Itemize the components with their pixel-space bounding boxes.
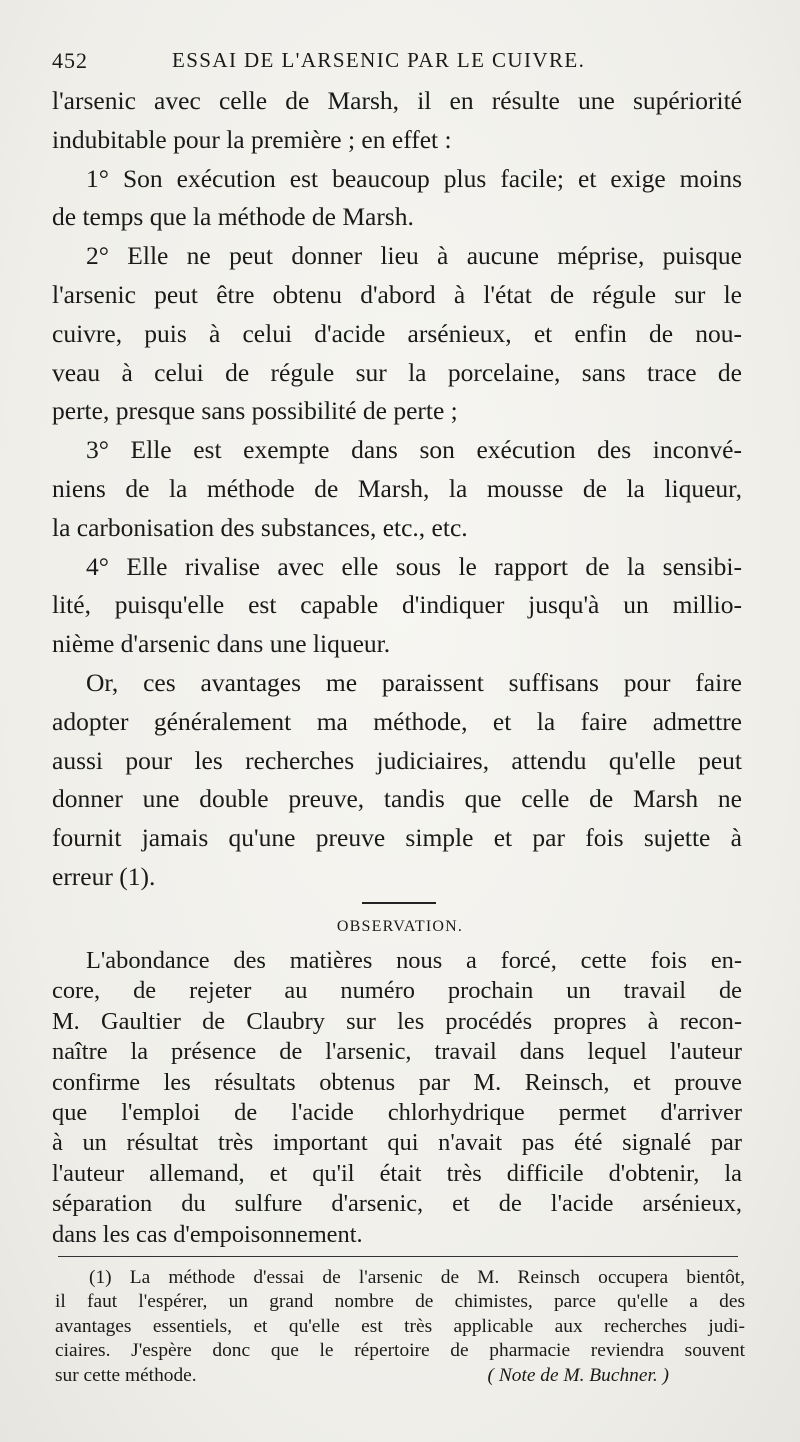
- section-divider: [362, 902, 436, 904]
- page-number: 452: [52, 48, 88, 73]
- text-line: perte, presque sans possibilité de perte ;: [52, 396, 458, 426]
- text-line: niens de la méthode de Marsh, la mousse de la liqueur,: [52, 473, 742, 503]
- text-line: confirme les résultats obtenus par M. Reinsch, et prouve: [52, 1068, 742, 1096]
- text-line: 4° Elle rivalise avec elle sous le rapport de la sensibi-: [86, 551, 742, 581]
- text-line: adopter généralement ma méthode, et la faire admettre: [52, 706, 742, 736]
- running-title: ESSAI DE L'ARSENIC PAR LE CUIVRE.: [172, 48, 586, 72]
- text-line: veau à celui de régule sur la porcelaine, sans trace de: [52, 357, 742, 387]
- text-line: la carbonisation des substances, etc., etc.: [52, 512, 468, 542]
- text-line: 2° Elle ne peut donner lieu à aucune méprise, puisque: [86, 241, 742, 271]
- text-line: donner une double preuve, tandis que celle de Marsh ne: [52, 784, 742, 814]
- text-line: que l'emploi de l'acide chlorhydrique permet d'arriver: [52, 1098, 742, 1126]
- text-line: l'auteur allemand, et qu'il était très difficile d'obtenir, la: [52, 1159, 742, 1187]
- text-line: aussi pour les recherches judiciaires, attendu qu'elle peut: [52, 745, 742, 775]
- text-line: l'arsenic peut être obtenu d'abord à l'état de régule sur le: [52, 279, 742, 309]
- text-line: 3° Elle est exempte dans son exécution des inconvé-: [86, 435, 742, 465]
- text-line: 1° Son exécution est beaucoup plus facile; et exige moins: [86, 163, 742, 193]
- text-line: M. Gaultier de Claubry sur les procédés propres à recon-: [52, 1007, 742, 1035]
- text-line: à un résultat très important qui n'avait pas été signalé par: [52, 1129, 742, 1157]
- observation-heading: [0, 918, 800, 936]
- footnote-line: avantages essentiels, et qu'elle est très applicable aux recherches judi-: [55, 1315, 745, 1337]
- text-line: L'abondance des matières nous a forcé, cette fois en-: [86, 947, 742, 974]
- footnote: [55, 1266, 745, 1388]
- text-line: de temps que la méthode de Marsh.: [52, 202, 414, 232]
- text-line: naître la présence de l'arsenic, travail dans lequel l'auteur: [52, 1038, 742, 1066]
- footnote-divider: [58, 1256, 738, 1257]
- observation-text: [52, 946, 742, 1250]
- footnote-line: (1) La méthode d'essai de l'arsenic de M. Reinsch occupera bientôt,: [89, 1267, 745, 1288]
- footnote-line: ciaires. J'espère donc que le répertoire de pharmacie reviendra souvent: [55, 1340, 745, 1362]
- text-line: indubitable pour la première ; en effet :: [52, 124, 452, 154]
- text-line: Or, ces avantages me paraissent suffisans pour faire: [86, 667, 742, 697]
- footnote-line: il faut l'espérer, un grand nombre de chimistes, parce qu'elle a des: [55, 1291, 745, 1313]
- text-line: nième d'arsenic dans une liqueur.: [52, 629, 391, 659]
- text-line: lité, puisqu'elle est capable d'indiquer jusqu'à un millio-: [52, 590, 742, 620]
- observation-heading-text: OBSERVATION.: [336, 918, 464, 935]
- text-line: cuivre, puis à celui d'acide arsénieux, et enfin de nou-: [52, 318, 742, 348]
- footnote-line: sur cette méthode.: [55, 1364, 197, 1386]
- text-line: dans les cas d'empoisonnement.: [52, 1220, 363, 1248]
- text-line: fournit jamais qu'une preuve simple et par fois sujette à: [52, 823, 742, 853]
- page-header: [52, 40, 752, 80]
- text-line: erreur (1).: [52, 861, 156, 891]
- text-line: l'arsenic avec celle de Marsh, il en résulte une supériorité: [52, 86, 742, 115]
- footnote-credit: [488, 1364, 669, 1388]
- text-line: séparation du sulfure d'arsenic, et de l'acide arsénieux,: [52, 1190, 742, 1218]
- footnote-credit-text: ( Note de M. Buchner. ): [487, 1364, 669, 1386]
- footnote-last-line: [55, 1364, 745, 1388]
- main-text: [52, 82, 742, 897]
- text-line: core, de rejeter au numéro prochain un travail de: [52, 977, 742, 1005]
